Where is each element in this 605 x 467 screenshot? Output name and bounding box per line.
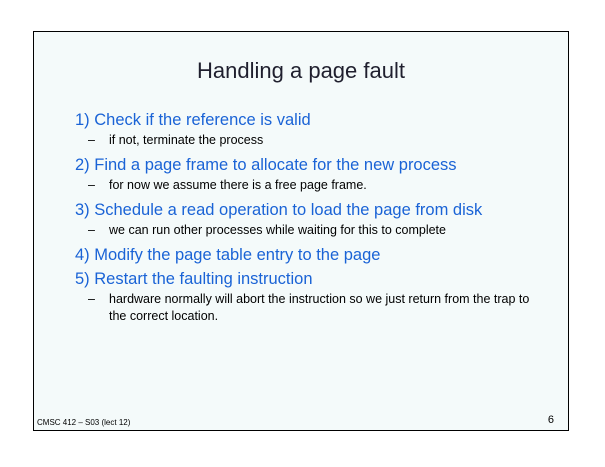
page-number: 6 bbox=[547, 414, 554, 426]
sub-bullet bbox=[88, 177, 558, 194]
list-item bbox=[75, 155, 558, 194]
sub-bullet bbox=[88, 291, 558, 325]
dash-glyph: – bbox=[88, 223, 95, 237]
slide bbox=[33, 31, 569, 431]
sub-bullet-text: hardware normally will abort the instruction so we just return from the trap to the correct location. bbox=[109, 292, 530, 323]
list-item-text: 1) Check if the reference is valid bbox=[75, 111, 311, 129]
dash-glyph: – bbox=[88, 292, 95, 306]
list-item-text: 4) Modify the page table entry to the page bbox=[75, 246, 381, 264]
sub-bullet-text: for now we assume there is a free page frame. bbox=[109, 178, 367, 192]
list-item bbox=[75, 200, 558, 239]
list-item bbox=[75, 110, 558, 149]
list-item-text: 5) Restart the faulting instruction bbox=[75, 270, 313, 288]
slide-title: Handling a page fault bbox=[197, 58, 405, 83]
sub-bullet bbox=[88, 132, 558, 149]
list-item-text: 2) Find a page frame to allocate for the new process bbox=[75, 156, 457, 174]
list-item-text: 3) Schedule a read operation to load the page from disk bbox=[75, 201, 483, 219]
sub-bullet bbox=[88, 222, 558, 239]
bullet-list bbox=[75, 110, 558, 331]
dash-glyph: – bbox=[88, 133, 95, 147]
sub-bullet-text: we can run other processes while waiting for this to complete bbox=[109, 223, 446, 237]
sub-bullet-text: if not, terminate the process bbox=[109, 133, 264, 147]
footer-course-label: CMSC 412 – S03 (lect 12) bbox=[37, 418, 131, 427]
list-item bbox=[75, 245, 558, 265]
dash-glyph: – bbox=[88, 178, 95, 192]
list-item bbox=[75, 269, 558, 325]
